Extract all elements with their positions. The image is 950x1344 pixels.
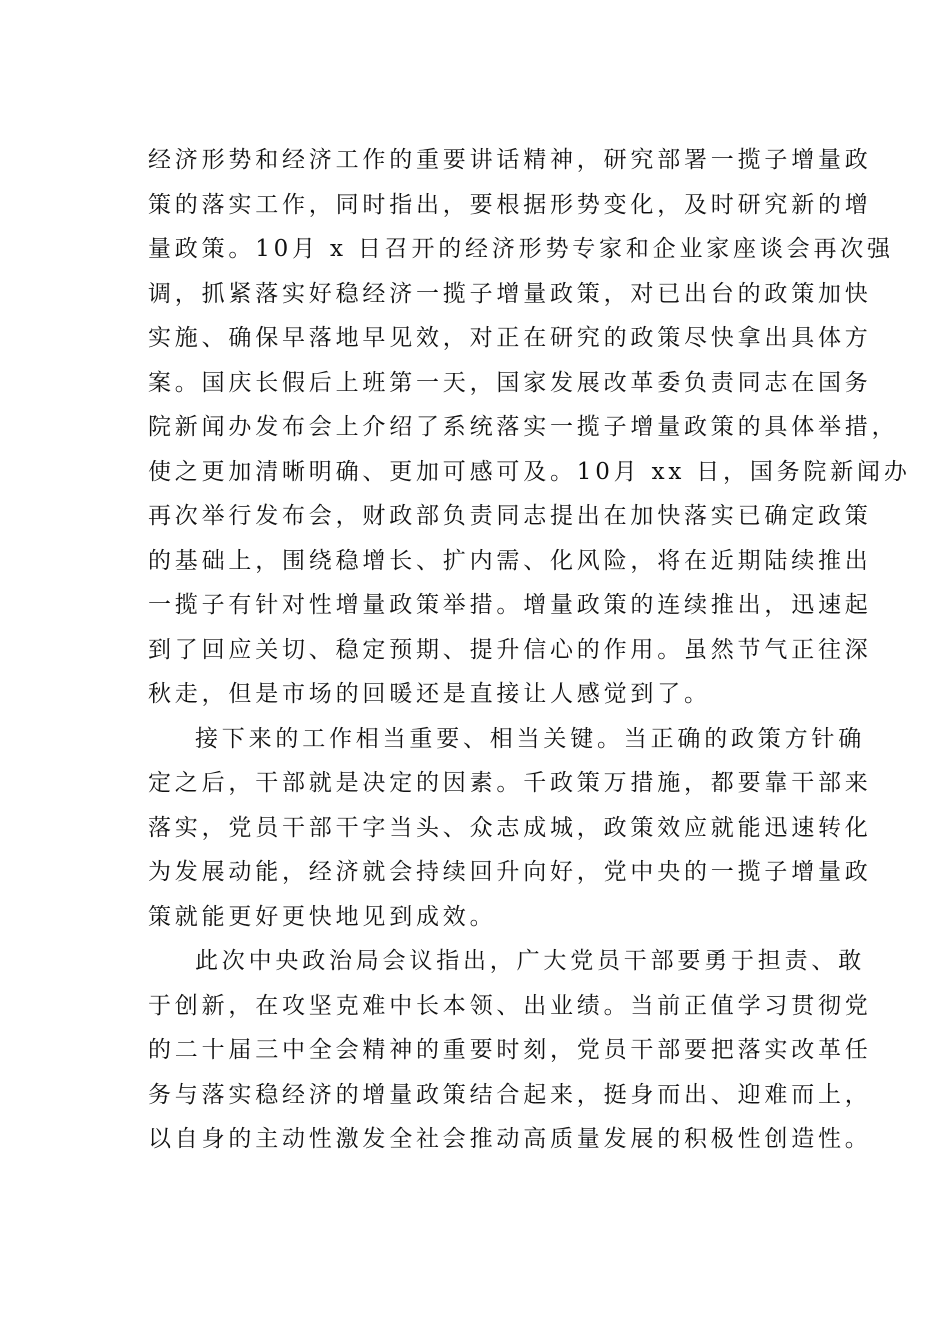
text-line: 的基础上，围绕稳增长、扩内需、化风险，将在近期陆续推出 [148, 547, 872, 574]
text-line: 秋走，但是市场的回暖还是直接让人感觉到了。 [148, 681, 711, 707]
paragraph-3 [148, 939, 872, 1162]
text-line: 策就能更好更快地见到成效。 [148, 903, 497, 930]
text-line: 以自身的主动性激发全社会推动高质量发展的积极性创造性。 [148, 1126, 872, 1152]
text-line: 务与落实稳经济的增量政策结合起来，挺身而出、迎难而上， [148, 1081, 872, 1108]
paragraph-2 [148, 717, 872, 940]
text-line: 落实，党员干部干字当头、众志成城，政策效应就能迅速转化 [148, 814, 872, 841]
text-line: 此次中央政治局会议指出，广大党员干部要勇于担责、敢 [195, 948, 865, 974]
text-line: 为发展动能，经济就会持续回升向好，党中央的一揽子增量政 [148, 859, 872, 885]
text-line: 实施、确保早落地早见效，对正在研究的政策尽快拿出具体方 [148, 325, 872, 351]
text-line: 策的落实工作，同时指出，要根据形势变化，及时研究新的增 [148, 191, 872, 218]
text-line: 的二十届三中全会精神的重要时刻，党员干部要把落实改革任 [148, 1037, 872, 1063]
text-line: 到了回应关切、稳定预期、提升信心的作用。虽然节气正往深 [148, 636, 872, 663]
document-body [148, 138, 911, 1162]
text-line: 经济形势和经济工作的重要讲话精神，研究部署一揽子增量政 [148, 147, 872, 173]
text-line: 量政策。10月 x 日召开的经济形势专家和企业家座谈会再次强 [148, 236, 894, 262]
text-line: 于创新，在攻坚克难中长本领、出业绩。当前正值学习贯彻党 [148, 992, 872, 1019]
text-line: 案。国庆长假后上班第一天，国家发展改革委负责同志在国务 [148, 369, 872, 396]
text-line: 定之后，干部就是决定的因素。千政策万措施，都要靠干部来 [148, 770, 872, 796]
text-line: 一揽子有针对性增量政策举措。增量政策的连续推出，迅速起 [148, 592, 872, 618]
text-line: 院新闻办发布会上介绍了系统落实一揽子增量政策的具体举措， [148, 414, 899, 440]
text-line: 再次举行发布会，财政部负责同志提出在加快落实已确定政策 [148, 503, 872, 529]
paragraph-1 [148, 138, 911, 717]
text-line: 接下来的工作相当重要、相当关键。当正确的政策方针确 [195, 725, 865, 752]
text-line: 使之更加清晰明确、更加可感可及。10月 xx 日，国务院新闻办 [148, 458, 911, 485]
text-line: 调，抓紧落实好稳经济一揽子增量政策，对已出台的政策加快 [148, 280, 872, 307]
